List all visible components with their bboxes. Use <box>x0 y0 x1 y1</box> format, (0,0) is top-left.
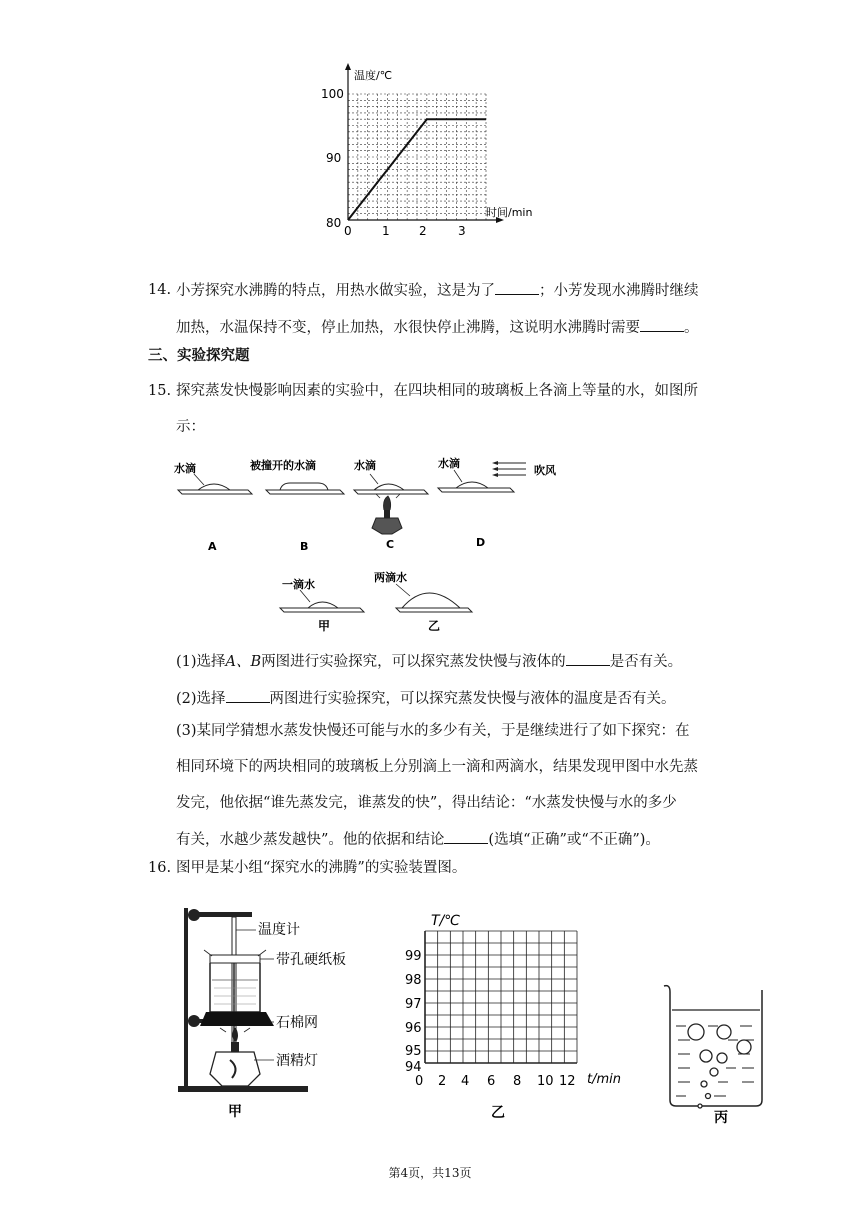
question-number: 14. <box>148 282 172 298</box>
label-cardboard: 带孔硬纸板 <box>276 952 346 968</box>
x-tick-0: 0 <box>415 1074 424 1089</box>
q15-sub-1 <box>176 651 682 672</box>
q15-sub2-text-b: 两图进行实验探究，可以探究蒸发快慢与液体的温度是否有关。 <box>269 691 676 707</box>
x-axis-label: 时间/min <box>486 206 533 219</box>
y-axis-label: 温度/℃ <box>354 69 393 82</box>
x-tick-2: 2 <box>438 1074 447 1089</box>
temperature-grid-figure <box>395 905 635 1125</box>
answer-blank[interactable] <box>566 651 610 666</box>
boiling-apparatus-figure <box>170 900 370 1125</box>
label-d: D <box>476 536 486 549</box>
y-tick-97: 97 <box>405 997 422 1012</box>
evaporation-figure <box>170 450 600 638</box>
q15-sub3-line-2: 相同环境下的两块相同的玻璃板上分别滴上一滴和两滴水，结果发现甲图中水先蒸 <box>176 759 698 775</box>
x-tick-0: 0 <box>344 224 352 238</box>
x-tick-1: 1 <box>382 224 390 238</box>
label-blow: 吹风 <box>534 464 556 477</box>
x-tick-6: 6 <box>487 1074 496 1089</box>
label-bing: 丙 <box>714 1110 728 1125</box>
label-c: C <box>386 538 395 551</box>
question-number: 15. <box>148 383 172 399</box>
label-one-drop: 一滴水 <box>282 578 315 591</box>
x-axis-label: t/min <box>587 1072 621 1087</box>
empty-graph-grid <box>425 931 577 1063</box>
chart-axes <box>345 63 504 223</box>
answer-blank[interactable] <box>640 317 684 332</box>
q15-sub3-line-3: 发完，他依据“谁先蒸发完，谁蒸发的快”，得出结论：“水蒸发快慢与水的多少 <box>176 795 677 811</box>
label-alcohol-lamp: 酒精灯 <box>276 1053 318 1069</box>
label-two-drops: 两滴水 <box>374 571 407 584</box>
q15-sub3-line-4 <box>176 829 698 850</box>
label-a: A <box>208 540 217 553</box>
x-tick-12: 12 <box>559 1074 576 1089</box>
label-jia: 甲 <box>318 619 331 633</box>
q15-sub2-text-a: (2)选择 <box>176 691 226 707</box>
label-spread-drop-b: 被撞开的水滴 <box>250 459 316 472</box>
q14-text-d: 。 <box>684 320 699 336</box>
answer-blank[interactable] <box>495 280 539 295</box>
q15-sub-3 <box>176 721 698 850</box>
y-tick-98: 98 <box>405 973 422 988</box>
q15-line-1: 探究蒸发快慢影响因素的实验中，在四块相同的玻璃板上各滴上等量的水，如图所 <box>176 383 698 399</box>
label-thermometer: 温度计 <box>258 922 300 938</box>
q15-sub3-text-b: (选填“正确”或“不正确”)。 <box>488 832 660 848</box>
bubbles <box>688 1024 751 1108</box>
label-water-drop-a: 水滴 <box>174 462 196 475</box>
plate-yi <box>396 584 472 612</box>
chart-grid <box>348 94 486 220</box>
q16-line-1: 图甲是某小组“探究水的沸腾”的实验装置图。 <box>176 860 467 876</box>
label-water-drop-c: 水滴 <box>354 459 376 472</box>
bubbles-beaker-figure <box>656 980 776 1125</box>
q15-sub3-text-a: 有关，水越少蒸发越快”。他的依据和结论 <box>176 832 445 848</box>
q15-sub1-text-b: 两图进行实验探究，可以探究蒸发快慢与液体的 <box>261 654 566 670</box>
q15-sub1-text-c: 是否有关。 <box>609 654 683 670</box>
y-tick-95: 95 <box>405 1044 422 1059</box>
y-tick-100: 100 <box>321 87 344 101</box>
label-b: B <box>300 540 309 553</box>
q14-text-b: ；小芳发现水沸腾时继续 <box>539 283 699 299</box>
x-tick-2: 2 <box>419 224 427 238</box>
label-water-drop-d: 水滴 <box>438 457 460 470</box>
x-tick-10: 10 <box>537 1074 554 1089</box>
q15-sub1-text-a: (1)选择 <box>176 654 226 670</box>
y-axis-arrow <box>345 63 351 70</box>
temperature-time-chart <box>320 60 560 240</box>
q14-text-a: 小芳探究水沸腾的特点，用热水做实验，这是为了 <box>176 283 495 299</box>
q14-text-c: 加热，水温保持不变，停止加热，水很快停止沸腾，这说明水沸腾时需要 <box>176 320 640 336</box>
answer-blank[interactable] <box>226 688 270 703</box>
q15-sub3-line-1: (3)某同学猜想水蒸发快慢还可能与水的多少有关，于是继续进行了如下探究：在 <box>176 723 690 739</box>
plate-jia <box>280 590 364 612</box>
y-tick-94: 94 <box>405 1060 422 1075</box>
y-tick-96: 96 <box>405 1021 422 1036</box>
y-axis-label: T/℃ <box>431 913 460 929</box>
label-gauze: 石棉网 <box>276 1015 318 1031</box>
x-tick-3: 3 <box>458 224 466 238</box>
page-footer: 第4页，共13页 <box>388 1166 472 1180</box>
section-title: 三、实验探究题 <box>148 348 250 364</box>
x-tick-4: 4 <box>461 1074 470 1089</box>
y-tick-80: 80 <box>326 216 342 230</box>
plate-a <box>178 474 252 494</box>
q15-line-2: 示： <box>176 419 205 435</box>
label-jia: 甲 <box>228 1104 242 1120</box>
x-tick-8: 8 <box>513 1074 522 1089</box>
plate-c <box>354 474 428 534</box>
answer-blank[interactable] <box>444 829 488 844</box>
plate-b <box>266 483 344 494</box>
y-tick-99: 99 <box>405 949 422 964</box>
water-lines <box>676 1026 754 1096</box>
label-yi: 乙 <box>491 1105 505 1121</box>
q15-sub-2 <box>176 688 676 709</box>
label-yi: 乙 <box>428 619 441 633</box>
question-number: 16. <box>148 860 172 876</box>
q15-sub1-ab: A、B <box>225 654 262 670</box>
y-tick-90: 90 <box>326 151 342 165</box>
